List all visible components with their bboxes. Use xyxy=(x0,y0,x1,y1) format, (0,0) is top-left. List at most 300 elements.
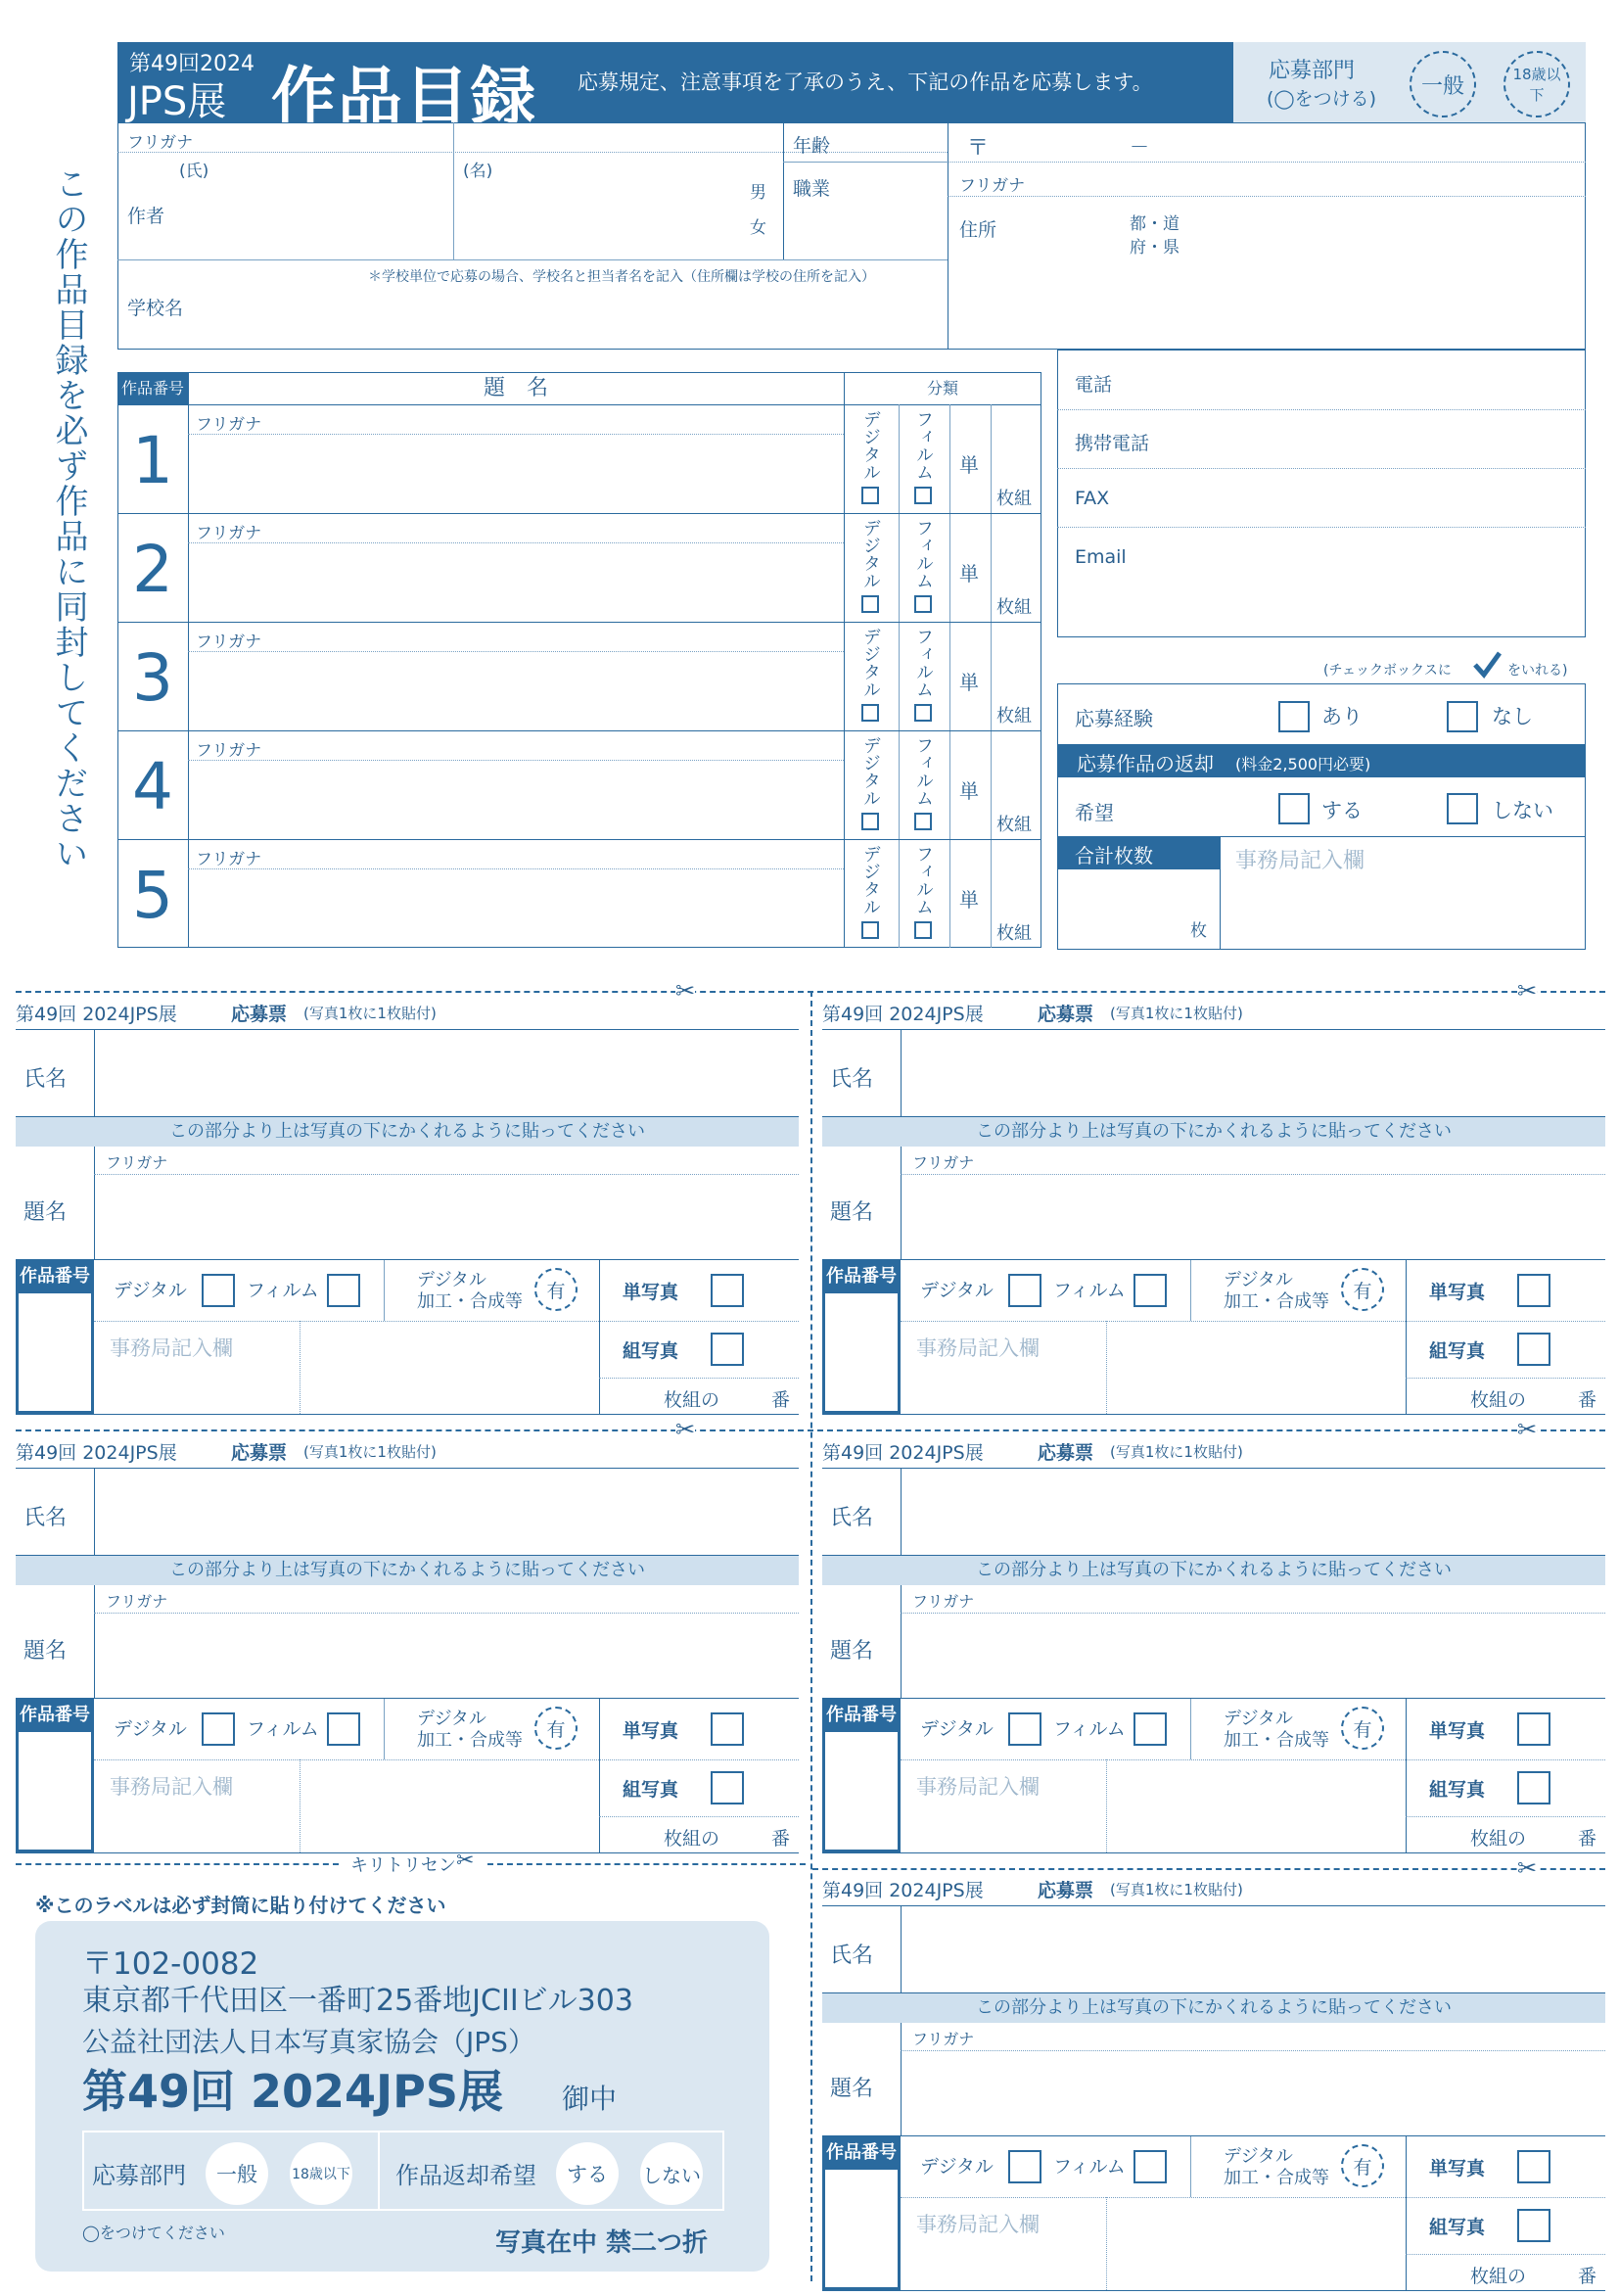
ticket-digital-checkbox[interactable] xyxy=(1008,1712,1041,1746)
ticket-name-divider xyxy=(901,1905,902,1993)
ticket-mid-line xyxy=(901,1321,1605,1322)
center-cut-line xyxy=(810,991,812,2281)
ticket xyxy=(822,994,1605,1420)
work-row-number: 2 xyxy=(132,532,173,607)
ticket-processed-a: デジタル xyxy=(1224,1270,1293,1290)
female-label[interactable]: 女 xyxy=(750,218,766,238)
col-line-4 xyxy=(949,404,950,948)
ticket-no-box[interactable] xyxy=(822,1732,901,1852)
contact-line-2 xyxy=(1057,468,1586,469)
ticket-title-divider xyxy=(901,1585,902,1699)
ticket-digital-checkbox[interactable] xyxy=(202,1274,235,1307)
ticket-yes-circle[interactable]: 有 xyxy=(1341,1707,1384,1750)
work-furigana-line xyxy=(188,434,844,435)
ticket-proc-divider xyxy=(384,1260,385,1321)
ticket-film-checkbox[interactable] xyxy=(327,1712,360,1746)
ticket-name-label: 氏名 xyxy=(830,1067,874,1092)
first-name-label: (名) xyxy=(463,162,493,181)
ticket-title-input[interactable] xyxy=(906,1617,1599,1695)
ticket-no-box[interactable] xyxy=(822,2170,901,2290)
ticket-office-label: 事務局記入欄 xyxy=(110,1775,233,1799)
ticket-title-a: 第49回 2024JPS展 xyxy=(822,1004,984,1025)
label-return-dont-circle[interactable]: しない xyxy=(640,2142,703,2205)
ticket-mid-line xyxy=(94,1759,799,1760)
ticket-single-checkbox[interactable] xyxy=(711,1274,744,1307)
work-title-input[interactable] xyxy=(192,655,838,726)
work-film-checkbox[interactable] xyxy=(914,487,932,504)
ticket-title-a: 第49回 2024JPS展 xyxy=(822,1880,984,1901)
age-divider xyxy=(783,122,784,259)
ticket-bottom-line xyxy=(822,1414,1605,1415)
ticket-name-input[interactable] xyxy=(906,1472,1599,1552)
experience-no-checkbox[interactable] xyxy=(1447,701,1478,732)
work-row-number: 4 xyxy=(132,749,173,824)
ticket-setof-label: 枚組の xyxy=(1470,2266,1527,2287)
check-note-a: (チェックボックスに xyxy=(1323,663,1452,679)
ticket-title-b: 応募票 xyxy=(231,1442,288,1464)
work-title-input[interactable] xyxy=(192,764,838,834)
ticket-set-checkbox[interactable] xyxy=(1517,1333,1550,1366)
work-no-header: 作品番号 xyxy=(117,372,188,404)
pref-label-2: 府・県 xyxy=(1130,238,1180,258)
ticket-single-divider xyxy=(1406,1699,1407,1852)
ticket-single-divider xyxy=(1406,1260,1407,1414)
work-single-label[interactable]: 単 xyxy=(959,779,979,803)
office-label: 事務局記入欄 xyxy=(1235,849,1365,873)
age-occ-divider xyxy=(783,162,948,163)
ticket-name-input[interactable] xyxy=(100,1033,793,1113)
return-do-checkbox[interactable] xyxy=(1278,793,1310,824)
ticket-title-divider xyxy=(901,2023,902,2136)
ticket-digital-checkbox[interactable] xyxy=(202,1712,235,1746)
ticket-single-label: 単写真 xyxy=(1429,1720,1486,1742)
ticket xyxy=(16,994,799,1420)
email-label: Email xyxy=(1075,546,1127,568)
label-address: 東京都千代田区一番町25番地JCIIビル303 xyxy=(82,1984,633,2018)
ticket-single-checkbox[interactable] xyxy=(711,1712,744,1746)
ticket-processed-b: 加工・合成等 xyxy=(1224,1730,1329,1751)
return-dont-checkbox[interactable] xyxy=(1447,793,1478,824)
ticket-mid-line xyxy=(94,1321,799,1322)
sheets-label: 枚 xyxy=(1190,921,1207,941)
ticket-title-label: 題名 xyxy=(830,1639,874,1663)
ticket-digital-label: デジタル xyxy=(920,1280,994,1301)
ticket-no-box[interactable] xyxy=(16,1293,94,1414)
phone-label: 電話 xyxy=(1075,374,1113,396)
ticket-proc-divider xyxy=(1190,1699,1191,1759)
ticket-setof-line xyxy=(599,1816,799,1817)
ticket-title-label: 題名 xyxy=(23,1200,68,1225)
total-col-line xyxy=(1220,836,1221,950)
cut-line-label xyxy=(16,1863,339,1865)
ticket-film-label: フィルム xyxy=(247,1718,319,1740)
ticket-band: この部分より上は写真の下にかくれるように貼ってください xyxy=(822,1556,1605,1585)
return-dont-label: しない xyxy=(1492,799,1553,822)
ticket-single-divider xyxy=(1406,2136,1407,2290)
work-single-label[interactable]: 単 xyxy=(959,671,979,694)
ticket-single-checkbox[interactable] xyxy=(1517,1274,1550,1307)
male-label[interactable]: 男 xyxy=(750,183,766,203)
ticket-set-checkbox[interactable] xyxy=(711,1771,744,1804)
check-note-b: をいれる) xyxy=(1507,663,1568,679)
ticket-setof-label: 枚組の xyxy=(664,1389,720,1411)
pref-label-1: 都・道 xyxy=(1130,214,1180,234)
ticket-office-label: 事務局記入欄 xyxy=(110,1336,233,1360)
work-digital-checkbox[interactable] xyxy=(861,921,879,939)
ticket-title-input[interactable] xyxy=(100,1178,793,1256)
ticket-set-label: 組写真 xyxy=(1429,1779,1486,1801)
ticket-yes-circle[interactable]: 有 xyxy=(1341,2144,1384,2187)
ticket-setof-line xyxy=(1406,1378,1605,1379)
work-set-label[interactable]: 枚組 xyxy=(996,815,1032,835)
ticket-name-divider xyxy=(901,1468,902,1556)
label-return-do-circle[interactable]: する xyxy=(556,2142,619,2205)
dept-label: 応募部門 xyxy=(1269,59,1356,83)
experience-label: 応募経験 xyxy=(1075,707,1153,730)
ticket-film-checkbox[interactable] xyxy=(327,1274,360,1307)
mobile-label: 携帯電話 xyxy=(1075,433,1150,454)
work-row-divider xyxy=(117,839,1041,840)
ticket-yes-circle[interactable]: 有 xyxy=(534,1268,578,1311)
label-org: 公益社団法人日本写真家協会（JPS） xyxy=(82,2026,535,2058)
work-film-checkbox[interactable] xyxy=(914,921,932,939)
label-honorific: 御中 xyxy=(562,2083,618,2115)
ticket-single-checkbox[interactable] xyxy=(1517,2150,1550,2183)
category-header: 分類 xyxy=(926,379,958,398)
ticket-set-label: 組写真 xyxy=(1429,2217,1486,2238)
ticket-title-input[interactable] xyxy=(100,1617,793,1695)
ticket-film-label: フィルム xyxy=(247,1280,319,1301)
header-line xyxy=(117,404,1041,405)
work-digital-checkbox[interactable] xyxy=(861,595,879,613)
ticket xyxy=(16,1432,799,1858)
label-event: 第49回 2024JPS展 xyxy=(82,2065,504,2118)
work-row-furigana: フリガナ xyxy=(196,741,262,761)
ticket-furigana-line xyxy=(901,2050,1605,2051)
jps-label: JPS展 xyxy=(127,79,227,124)
ticket-furigana: フリガナ xyxy=(912,1153,975,1172)
ticket-set-checkbox[interactable] xyxy=(1517,2209,1550,2242)
ticket-office-divider xyxy=(300,1759,301,1852)
return-header-label: 応募作品の返却 xyxy=(1077,752,1214,775)
label-postal: 〒102-0082 xyxy=(82,1946,259,1982)
return-do-label: する xyxy=(1321,799,1363,822)
ticket-name-input[interactable] xyxy=(906,1909,1599,1990)
school-label: 学校名 xyxy=(127,298,184,319)
ticket-digital-checkbox[interactable] xyxy=(1008,1274,1041,1307)
ticket-digital-label: デジタル xyxy=(920,2156,994,2178)
ticket-processed-a: デジタル xyxy=(417,1270,486,1290)
ticket-setof-line xyxy=(1406,1816,1605,1817)
ticket-processed-b: 加工・合成等 xyxy=(417,1291,523,1312)
author-furigana: フリガナ xyxy=(127,133,194,153)
ticket-setof-line xyxy=(1406,2254,1605,2255)
addr-furigana: フリガナ xyxy=(959,176,1026,196)
work-row-furigana: フリガナ xyxy=(196,524,262,543)
ticket-number-label: 番 xyxy=(1578,1389,1597,1411)
age-label: 年齢 xyxy=(793,135,831,157)
ticket-title-input[interactable] xyxy=(906,2054,1599,2132)
addr-furigana-divider xyxy=(948,196,1586,197)
scissors-icon: ✂ xyxy=(675,977,696,1005)
dept-general-circle[interactable]: 一般 xyxy=(1410,51,1476,117)
work-set-label[interactable]: 枚組 xyxy=(996,597,1032,618)
ticket-set-label: 組写真 xyxy=(623,1779,679,1801)
school-note: ＊学校単位で応募の場合、学校名と担当者名を記入（住所欄は学校の住所を記入） xyxy=(368,269,875,285)
ticket-name-label: 氏名 xyxy=(23,1506,68,1530)
ticket-band: この部分より上は写真の下にかくれるように貼ってください xyxy=(822,1993,1605,2023)
ticket-title-divider xyxy=(901,1147,902,1260)
ticket-title-label: 題名 xyxy=(830,2077,874,2101)
work-row-furigana: フリガナ xyxy=(196,633,262,652)
title-header: 題 名 xyxy=(483,376,548,400)
ticket-title-input[interactable] xyxy=(906,1178,1599,1256)
ticket-single-checkbox[interactable] xyxy=(1517,1712,1550,1746)
school-divider xyxy=(117,259,948,260)
experience-yes-label: あり xyxy=(1321,705,1363,728)
work-digital-label: デジタル xyxy=(860,628,881,698)
work-title-input[interactable] xyxy=(192,438,838,508)
ticket-set-label: 組写真 xyxy=(1429,1340,1486,1362)
ticket-title-c: (写真1枚に1枚貼付) xyxy=(1110,1881,1243,1898)
work-film-label: フィルム xyxy=(913,410,934,481)
ticket-office-label: 事務局記入欄 xyxy=(916,1775,1040,1799)
work-single-label[interactable]: 単 xyxy=(959,888,979,912)
ticket-title-c: (写真1枚に1枚貼付) xyxy=(1110,1443,1243,1461)
ticket-no-box[interactable] xyxy=(16,1732,94,1852)
ticket-film-checkbox[interactable] xyxy=(1133,2150,1167,2183)
col-line-2 xyxy=(844,372,845,948)
side-note: この作品目録を必ず作品に同封してください xyxy=(49,166,88,871)
work-row-number: 5 xyxy=(132,858,173,933)
ticket-digital-checkbox[interactable] xyxy=(1008,2150,1041,2183)
ticket-name-label: 氏名 xyxy=(830,1944,874,1968)
contact-line-3 xyxy=(1057,527,1586,528)
ticket-name-divider xyxy=(94,1029,95,1117)
ticket-title-c: (写真1枚に1枚貼付) xyxy=(303,1005,437,1022)
page-title: 作品目録 xyxy=(271,60,537,135)
scissors-icon: ✂ xyxy=(1517,1854,1538,1882)
ticket-processed-b: 加工・合成等 xyxy=(417,1730,523,1751)
work-furigana-line xyxy=(188,542,844,543)
ticket-single-divider xyxy=(599,1699,600,1852)
contact-block xyxy=(1057,350,1586,637)
ticket-film-checkbox[interactable] xyxy=(1133,1712,1167,1746)
work-film-checkbox[interactable] xyxy=(914,595,932,613)
check-mark-icon xyxy=(1472,650,1502,679)
col-line-3 xyxy=(899,404,900,948)
ticket-furigana: フリガナ xyxy=(106,1153,168,1172)
ticket-title-c: (写真1枚に1枚貼付) xyxy=(303,1443,437,1461)
work-furigana-line xyxy=(188,651,844,652)
work-film-checkbox[interactable] xyxy=(914,813,932,830)
work-furigana-line xyxy=(188,760,844,761)
label-must-note: ※このラベルは必ず封筒に貼り付けてください xyxy=(35,1894,446,1917)
scissors-icon: ✂ xyxy=(675,1416,696,1443)
label-photo-note: 写真在中 禁二つ折 xyxy=(495,2228,709,2258)
total-label: 合計枚数 xyxy=(1075,844,1153,867)
ticket-yes-circle[interactable]: 有 xyxy=(534,1707,578,1750)
work-digital-label: デジタル xyxy=(860,519,881,589)
ticket-number-label: 番 xyxy=(1578,2266,1597,2287)
work-digital-checkbox[interactable] xyxy=(861,813,879,830)
ticket-number-label: 番 xyxy=(771,1828,791,1850)
work-set-label[interactable]: 枚組 xyxy=(996,489,1032,509)
ticket-no-header: 作品番号 xyxy=(16,1260,94,1293)
ticket-setof-label: 枚組の xyxy=(664,1828,720,1850)
ticket-title-label: 題名 xyxy=(830,1200,874,1225)
edition-label: 第49回2024 xyxy=(129,52,254,76)
postal-divider xyxy=(948,162,1586,163)
work-row-divider xyxy=(117,622,1041,623)
ticket-band: この部分より上は写真の下にかくれるように貼ってください xyxy=(822,1117,1605,1147)
col-line-1 xyxy=(188,372,189,948)
label-circle-note: ◯をつけてください xyxy=(82,2224,225,2242)
scissors-icon: ✂ xyxy=(456,1849,475,1873)
ticket-processed-a: デジタル xyxy=(1224,2146,1293,2167)
ticket-set-label: 組写真 xyxy=(623,1340,679,1362)
work-film-label: フィルム xyxy=(913,628,934,698)
ticket-title-divider xyxy=(94,1147,95,1260)
ticket-title-b: 応募票 xyxy=(1038,1004,1094,1025)
cut-line-label-b xyxy=(487,1863,806,1865)
col-line-5 xyxy=(991,404,992,948)
ticket-yes-circle[interactable]: 有 xyxy=(1341,1268,1384,1311)
ticket-furigana-line xyxy=(94,1613,799,1614)
ticket-film-label: フィルム xyxy=(1053,1280,1126,1301)
ticket-bottom-line xyxy=(822,1852,1605,1853)
ticket-no-box[interactable] xyxy=(822,1293,901,1414)
ticket-set-checkbox[interactable] xyxy=(711,1333,744,1366)
work-film-label: フィルム xyxy=(913,519,934,589)
work-single-label[interactable]: 単 xyxy=(959,562,979,586)
ticket xyxy=(822,1870,1605,2296)
label-general-circle[interactable]: 一般 xyxy=(206,2142,268,2205)
scissors-icon: ✂ xyxy=(1517,1416,1538,1443)
work-single-label[interactable]: 単 xyxy=(959,453,979,477)
work-digital-label: デジタル xyxy=(860,845,881,915)
ticket-title-divider xyxy=(94,1585,95,1699)
name-divider xyxy=(453,122,454,259)
ticket-furigana-line xyxy=(901,1613,1605,1614)
ticket-title-label: 題名 xyxy=(23,1639,68,1663)
ticket-band: この部分より上は写真の下にかくれるように貼ってください xyxy=(16,1556,799,1585)
work-digital-checkbox[interactable] xyxy=(861,487,879,504)
header-notice: 応募規定、注意事項を了承のうえ、下記の作品を応募します。 xyxy=(578,70,1153,94)
work-row-furigana: フリガナ xyxy=(196,850,262,869)
ticket-setof-label: 枚組の xyxy=(1470,1828,1527,1850)
ticket-no-header: 作品番号 xyxy=(822,1699,901,1732)
ticket-office-label: 事務局記入欄 xyxy=(916,2213,1040,2236)
ticket-processed-b: 加工・合成等 xyxy=(1224,1291,1329,1312)
label-return: 作品返却希望 xyxy=(395,2162,536,2189)
scissors-icon: ✂ xyxy=(1517,977,1538,1005)
ticket-no-header: 作品番号 xyxy=(822,1260,901,1293)
work-row-divider xyxy=(117,730,1041,731)
postal-mark: 〒 xyxy=(967,136,990,161)
ticket-digital-label: デジタル xyxy=(114,1718,187,1740)
ticket-furigana-line xyxy=(94,1174,799,1175)
work-row-number: 3 xyxy=(132,640,173,716)
ticket-name-input[interactable] xyxy=(100,1472,793,1552)
work-digital-label: デジタル xyxy=(860,410,881,481)
occupation-label: 職業 xyxy=(793,178,831,200)
ticket-digital-label: デジタル xyxy=(920,1718,994,1740)
return-fee-label: (料金2,500円必要) xyxy=(1235,755,1371,773)
fax-label: FAX xyxy=(1075,488,1110,509)
ticket-title-b: 応募票 xyxy=(1038,1442,1094,1464)
ticket-office-divider xyxy=(300,1321,301,1414)
ticket-proc-divider xyxy=(1190,2136,1191,2197)
work-film-label: フィルム xyxy=(913,845,934,915)
work-row-furigana: フリガナ xyxy=(196,415,262,435)
ticket-no-header: 作品番号 xyxy=(822,2136,901,2170)
work-furigana-line xyxy=(188,868,844,869)
ticket-name-label: 氏名 xyxy=(23,1067,68,1092)
ticket-name-divider xyxy=(94,1468,95,1556)
work-title-input[interactable] xyxy=(192,546,838,617)
work-film-label: フィルム xyxy=(913,736,934,807)
ticket-name-divider xyxy=(901,1029,902,1117)
ticket-proc-divider xyxy=(1190,1260,1191,1321)
ticket-number-label: 番 xyxy=(1578,1828,1597,1850)
ticket-office-label: 事務局記入欄 xyxy=(916,1336,1040,1360)
author-label: 作者 xyxy=(127,206,165,227)
ticket-mid-line xyxy=(901,2197,1605,2198)
label-youth-circle[interactable]: 18歳以下 xyxy=(290,2142,352,2205)
ticket-film-label: フィルム xyxy=(1053,1718,1126,1740)
last-name-label: (氏) xyxy=(179,162,209,181)
ticket-single-divider xyxy=(599,1260,600,1414)
label-options-divider xyxy=(378,2131,380,2211)
ticket-furigana: フリガナ xyxy=(912,2030,975,2048)
ticket-processed-a: デジタル xyxy=(1224,1709,1293,1729)
author-block xyxy=(117,122,1586,350)
ticket-bottom-line xyxy=(16,1414,799,1415)
ticket-processed-a: デジタル xyxy=(417,1709,486,1729)
ticket xyxy=(822,1432,1605,1858)
ticket-title-b: 応募票 xyxy=(231,1004,288,1025)
ticket-office-divider xyxy=(1106,2197,1107,2290)
dept-sub: (◯をつける) xyxy=(1267,88,1377,110)
ticket-office-divider xyxy=(1106,1321,1107,1414)
contact-line-1 xyxy=(1057,409,1586,410)
ticket-title-a: 第49回 2024JPS展 xyxy=(822,1442,984,1464)
cut-label: キリトリセン xyxy=(350,1855,456,1876)
work-set-label[interactable]: 枚組 xyxy=(996,923,1032,944)
ticket-number-label: 番 xyxy=(771,1389,791,1411)
ticket-name-input[interactable] xyxy=(906,1033,1599,1113)
ticket-single-label: 単写真 xyxy=(623,1720,679,1742)
ticket-furigana-line xyxy=(901,1174,1605,1175)
ticket-proc-divider xyxy=(384,1699,385,1759)
address-label: 住所 xyxy=(959,219,997,241)
ticket-title-b: 応募票 xyxy=(1038,1880,1094,1901)
ticket-single-label: 単写真 xyxy=(1429,1282,1486,1303)
experience-yes-checkbox[interactable] xyxy=(1278,701,1310,732)
work-set-label[interactable]: 枚組 xyxy=(996,706,1032,726)
ticket-name-label: 氏名 xyxy=(830,1506,874,1530)
ticket-set-checkbox[interactable] xyxy=(1517,1771,1550,1804)
work-digital-checkbox[interactable] xyxy=(861,704,879,722)
ticket-setof-label: 枚組の xyxy=(1470,1389,1527,1411)
ticket-film-checkbox[interactable] xyxy=(1133,1274,1167,1307)
ticket-furigana: フリガナ xyxy=(912,1592,975,1611)
work-title-input[interactable] xyxy=(192,872,838,943)
work-film-checkbox[interactable] xyxy=(914,704,932,722)
dept-youth-circle[interactable]: 18歳以下 xyxy=(1503,51,1570,117)
work-row-divider xyxy=(117,513,1041,514)
